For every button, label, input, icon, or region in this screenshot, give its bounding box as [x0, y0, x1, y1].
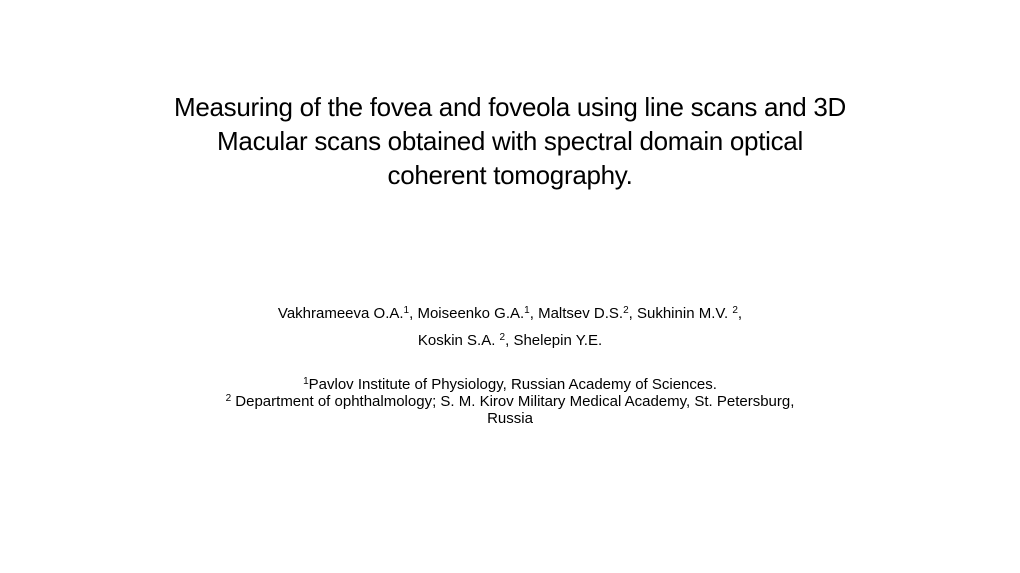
- affiliation-2: [60, 393, 960, 410]
- author-affiliation-mark: 1: [403, 305, 410, 316]
- author-line-1: [60, 300, 960, 327]
- title-line-1: Measuring of the fovea and foveola using line scans and 3D: [173, 92, 847, 122]
- affiliation-mark: 1: [303, 376, 309, 387]
- author-affiliation-mark: 2: [623, 305, 629, 316]
- author-name: , Moiseenko G.A.: [409, 305, 525, 322]
- title-line-2: Macular scans obtained with spectral domain optical: [217, 126, 803, 156]
- affiliation-2-continued: Russia: [487, 410, 533, 427]
- author-name: , Shelepin Y.E.: [505, 332, 603, 349]
- author-affiliation-mark: 1: [524, 305, 530, 316]
- affiliation-list: [60, 376, 960, 427]
- slide-title: [100, 90, 920, 192]
- author-list: [60, 300, 960, 354]
- author-name: , Maltsev D.S.: [529, 305, 624, 322]
- author-name: , Sukhinin M.V.: [628, 305, 733, 322]
- author-affiliation-mark: 2: [499, 332, 506, 343]
- affiliation-text: Department of ophthalmology; S. M. Kirov Military Medical Academy, St. Petersburg,: [231, 393, 795, 410]
- author-name: Koskin S.A.: [417, 332, 500, 349]
- author-line-2: [60, 327, 960, 354]
- author-separator: ,: [737, 305, 743, 322]
- author-affiliation-mark: 2: [732, 305, 738, 316]
- author-name: Vakhrameeva O.A.: [277, 305, 404, 322]
- title-line-3: coherent tomography.: [387, 160, 633, 190]
- affiliation-1: [60, 376, 960, 393]
- affiliation-text: Pavlov Institute of Physiology, Russian Academy of Sciences.: [308, 376, 717, 393]
- affiliation-mark: 2: [225, 393, 232, 404]
